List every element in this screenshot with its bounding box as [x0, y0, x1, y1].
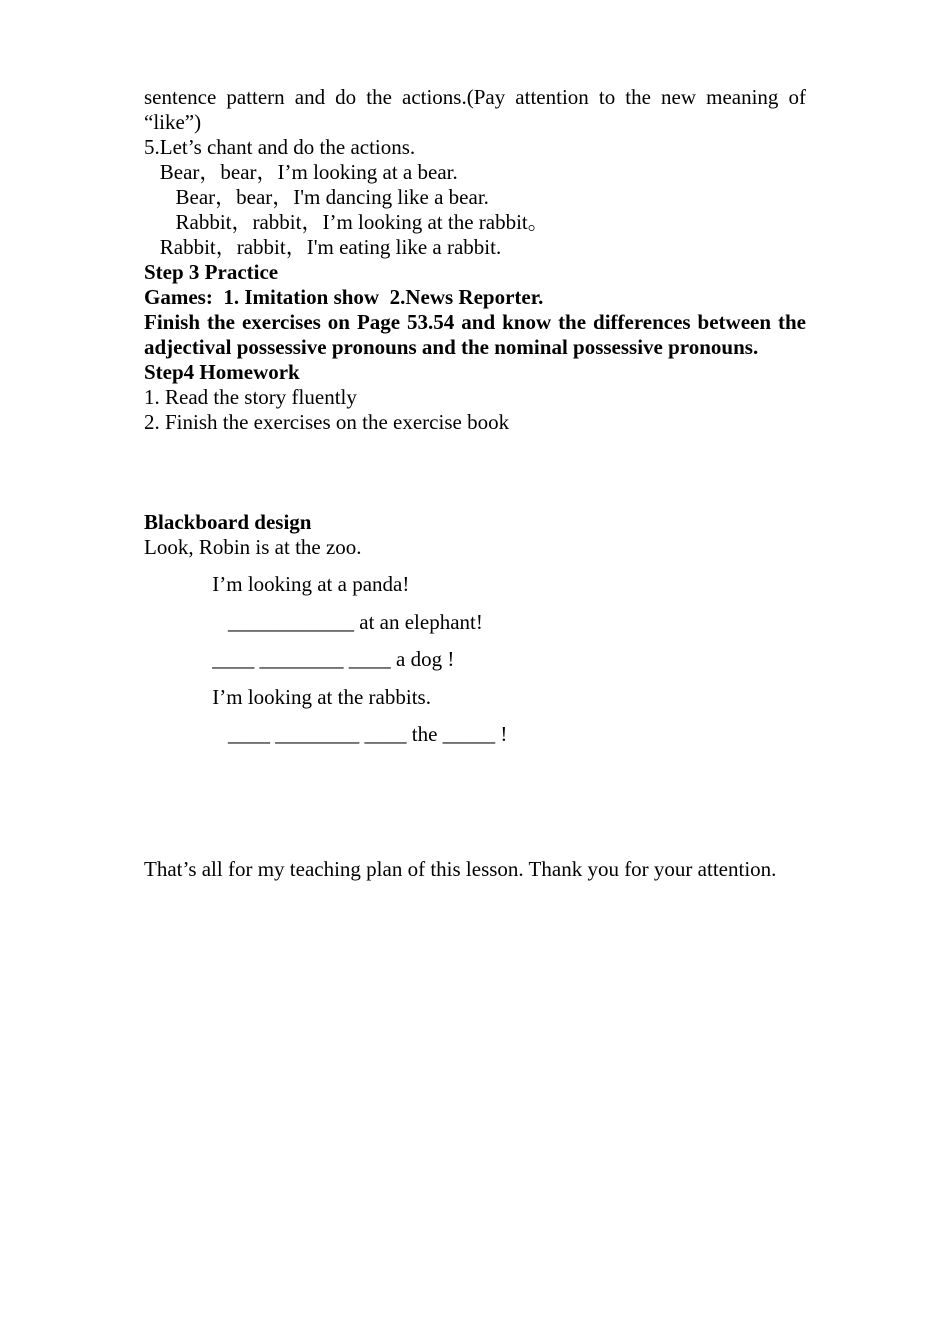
intro-paragraph: sentence pattern and do the actions.(Pay attention to the new meaning of “like”)	[144, 85, 806, 134]
chant-line: Rabbit，rabbit，I'm eating like a rabbit.	[144, 235, 502, 259]
blackboard-row: I’m looking at a panda!	[144, 572, 410, 596]
step3-exercise: Finish the exercises on Page 53.54 and know the differences between the adjectival possessive pronouns and the nominal possessive pronouns.	[144, 310, 806, 359]
chant-line: Bear，bear，I’m looking at a bear.	[144, 160, 458, 184]
blackboard-row: ____________ at an elephant!	[144, 609, 483, 634]
spacer	[144, 435, 806, 510]
chant-line: Bear，bear，I'm dancing like a bear.	[144, 185, 489, 209]
blackboard-subtitle: Look, Robin is at the zoo.	[144, 535, 362, 559]
homework-item: 2. Finish the exercises on the exercise book	[144, 410, 510, 434]
chant-heading: 5.Let’s chant and do the actions.	[144, 135, 416, 159]
chant-line: Rabbit，rabbit，I’m looking at the rabbit。	[144, 210, 549, 234]
document-page	[144, 85, 806, 882]
blackboard-title: Blackboard design	[144, 510, 312, 534]
step3-games: Games: 1. Imitation show 2.News Reporter.	[144, 285, 544, 309]
blackboard-row: I’m looking at the rabbits.	[144, 684, 431, 709]
step3-title: Step 3 Practice	[144, 260, 279, 284]
step4-title: Step4 Homework	[144, 360, 300, 384]
blackboard-row: ____ ________ ____ a dog !	[144, 647, 455, 671]
closing-paragraph: That’s all for my teaching plan of this lesson. Thank you for your attention.	[144, 856, 777, 881]
homework-item: 1. Read the story fluently	[144, 385, 357, 409]
spacer	[144, 754, 806, 857]
blackboard-row: ____ ________ ____ the _____ !	[144, 722, 508, 746]
